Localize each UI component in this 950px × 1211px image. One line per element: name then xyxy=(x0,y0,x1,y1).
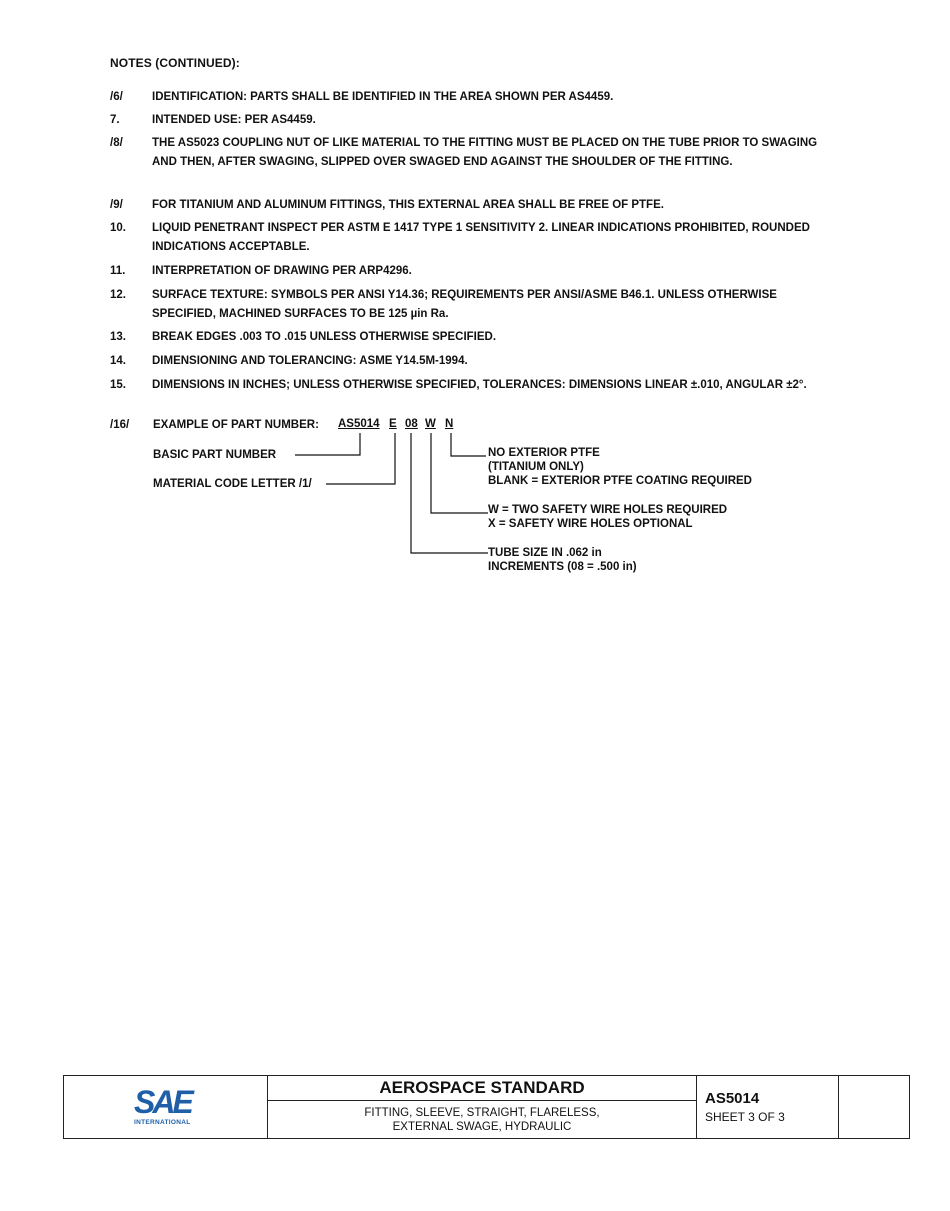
callout-wire-line: W = TWO SAFETY WIRE HOLES REQUIRED xyxy=(488,504,728,516)
note-text: INTENDED USE: PER AS4459. xyxy=(152,114,316,126)
note-text: THE AS5023 COUPLING NUT OF LIKE MATERIAL TO THE FITTING MUST BE PLACED ON THE TUBE PRIOR TO SWAGING AND THEN, AFTER SWAGING, SLIPPED OVER SWAGED END AGAINST THE SHOULDER OF THE FITTING. xyxy=(152,137,818,168)
note-text: IDENTIFICATION: PARTS SHALL BE IDENTIFIED IN THE AREA SHOWN PER AS4459. xyxy=(152,91,614,103)
standard-heading: AEROSPACE STANDARD xyxy=(268,1076,696,1101)
part-number-example-label: EXAMPLE OF PART NUMBER: xyxy=(153,419,319,431)
note-text: DIMENSIONS IN INCHES; UNLESS OTHERWISE SPECIFIED, TOLERANCES: DIMENSIONS LINEAR ±.010, ANGULAR ±2°. xyxy=(152,379,807,391)
callout-size-line: TUBE SIZE IN .062 in xyxy=(488,547,602,559)
material-code-label: MATERIAL CODE LETTER /1/ xyxy=(153,478,312,490)
title-block xyxy=(63,1075,910,1139)
callout-ptfe-line: BLANK = EXTERIOR PTFE COATING REQUIRED xyxy=(488,475,752,487)
note-text: BREAK EDGES .003 TO .015 UNLESS OTHERWISE SPECIFIED. xyxy=(152,331,497,343)
note-text: DIMENSIONING AND TOLERANCING: ASME Y14.5M-1994. xyxy=(152,355,468,367)
code-tube-size: 08 xyxy=(405,418,418,430)
callout-size-line: INCREMENTS (08 = .500 in) xyxy=(488,561,637,573)
sae-logo-subtext: INTERNATIONAL xyxy=(134,1119,191,1126)
leader-wire xyxy=(431,433,488,513)
description-line: EXTERNAL SWAGE, HYDRAULIC xyxy=(392,1121,572,1133)
note-number: /8/ xyxy=(110,137,123,149)
note-number: 13. xyxy=(110,331,126,343)
note-number: 10. xyxy=(110,222,126,234)
code-material-letter: E xyxy=(389,418,397,430)
leader-size xyxy=(411,433,488,553)
standard-description xyxy=(268,1101,696,1134)
part-number-note-number: /16/ xyxy=(110,419,130,431)
code-safety-wire: W xyxy=(425,418,436,430)
code-basic-part-number: AS5014 xyxy=(338,418,380,430)
leader-ptfe xyxy=(451,433,486,456)
title-block-title-cell xyxy=(268,1076,697,1138)
note-number: /6/ xyxy=(110,91,123,103)
sheet-number: SHEET 3 OF 3 xyxy=(705,1110,785,1124)
note-text: FOR TITANIUM AND ALUMINUM FITTINGS, THIS EXTERNAL AREA SHALL BE FREE OF PTFE. xyxy=(152,199,664,211)
note-text: SURFACE TEXTURE: SYMBOLS PER ANSI Y14.36; REQUIREMENTS PER ANSI/ASME B46.1. UNLESS OTHERWISE SPECIFIED, MACHINED SURFACES TO BE 125 µin Ra. xyxy=(152,289,777,320)
title-block-doc-cell xyxy=(697,1076,839,1138)
description-line: FITTING, SLEEVE, STRAIGHT, FLARELESS, xyxy=(364,1107,600,1119)
document-number: AS5014 xyxy=(705,1090,760,1107)
note-number: 11. xyxy=(110,265,126,277)
notes-heading: NOTES (CONTINUED): xyxy=(110,56,240,70)
note-number: /9/ xyxy=(110,199,123,211)
callout-ptfe-line: (TITANIUM ONLY) xyxy=(488,461,584,473)
callout-wire xyxy=(488,503,727,531)
sae-logo: SAE xyxy=(134,1084,191,1120)
note-text: INTERPRETATION OF DRAWING PER ARP4296. xyxy=(152,265,412,277)
callout-size xyxy=(488,546,637,574)
callout-ptfe xyxy=(488,446,752,488)
note-number: 12. xyxy=(110,289,126,301)
note-number: 14. xyxy=(110,355,126,367)
leader-basic xyxy=(295,433,360,455)
note-number: 7. xyxy=(110,114,120,126)
callout-wire-line: X = SAFETY WIRE HOLES OPTIONAL xyxy=(488,518,693,530)
basic-part-number-label: BASIC PART NUMBER xyxy=(153,449,277,461)
leader-lines xyxy=(0,0,950,600)
note-number: 15. xyxy=(110,379,126,391)
callout-ptfe-line: NO EXTERIOR PTFE xyxy=(488,447,600,459)
title-block-revision-cell xyxy=(839,1076,909,1138)
title-block-logo-cell xyxy=(64,1076,268,1138)
code-ptfe: N xyxy=(445,418,454,430)
note-text: LIQUID PENETRANT INSPECT PER ASTM E 1417 TYPE 1 SENSITIVITY 2. LINEAR INDICATIONS PROHIBITED, ROUNDED INDICATIONS ACCEPTABLE. xyxy=(152,222,810,253)
